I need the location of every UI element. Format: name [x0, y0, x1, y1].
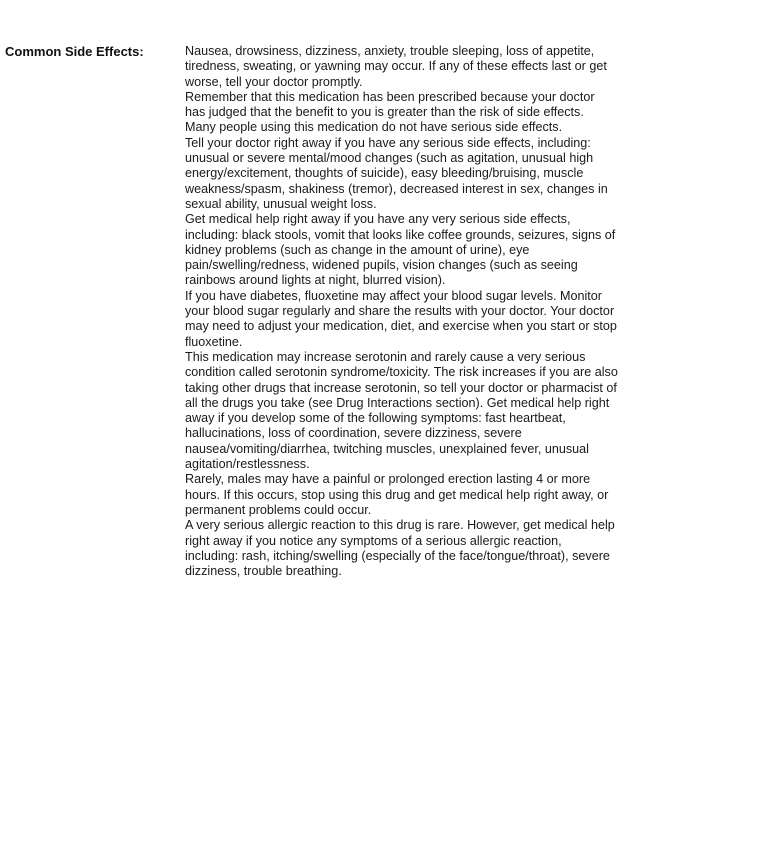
paragraph-benefit-risk: Remember that this medication has been prescribed because your doctor has judged that the benefit to you is greater than the risk of side effects. Many people using this medication do not have serious side effects.: [185, 89, 595, 135]
paragraph-very-serious-effects: Get medical help right away if you have any very serious side effects, including: black stools, vomit that looks like coffee grounds, seizures, signs of kidney problems (such as change in the amount of urine), eye pain/swelling/redness, widened pupils, vision changes (such as seeing rainbows around lights at night, blurred vision).: [185, 212, 616, 288]
paragraph-serotonin-syndrome: This medication may increase serotonin and rarely cause a very serious condition called serotonin syndrome/toxicity. The risk increases if you are also taking other drugs that increase serotonin, so tell your doctor or pharmacist of all the drugs you take (see Drug Interactions section). Get medical help right away if you develop some of the following symptoms: fast heartbeat, hallucinations, loss of coordination, severe dizziness, severe nausea/vomiting/diarrhea, twitching muscles, unexplained fever, unusual agitation/restlessness.: [185, 349, 618, 472]
paragraph-serious-effects: Tell your doctor right away if you have any serious side effects, including: unusual or severe mental/mood changes (such as agitation, unusual high energy/excitement, thoughts of suicide), easy bleeding/bruising, muscle weakness/spasm, shakiness (tremor), decreased interest in sex, changes in sexual ability, unusual weight loss.: [185, 135, 608, 211]
section-label: Common Side Effects:: [5, 44, 144, 59]
paragraph-prolonged-erection: Rarely, males may have a painful or prolonged erection lasting 4 or more hours. If this occurs, stop using this drug and get medical help right away, or permanent problems could occur.: [185, 472, 609, 517]
section-content: [185, 44, 618, 579]
paragraph-diabetes: If you have diabetes, fluoxetine may affect your blood sugar levels. Monitor your blood sugar regularly and share the results with your doctor. Your doctor may need to adjust your medication, diet, and exercise when you start or stop fluoxetine.: [185, 288, 617, 349]
paragraph-allergic-reaction: A very serious allergic reaction to this drug is rare. However, get medical help right away if you notice any symptoms of a serious allergic reaction, including: rash, itching/swelling (especially of the face/tongue/throat), severe dizziness, trouble breathing.: [185, 518, 615, 579]
paragraph-common-effects: Nausea, drowsiness, dizziness, anxiety, trouble sleeping, loss of appetite, tiredness, sweating, or yawning may occur. If any of these effects last or get worse, tell your doctor promptly.: [185, 44, 607, 89]
